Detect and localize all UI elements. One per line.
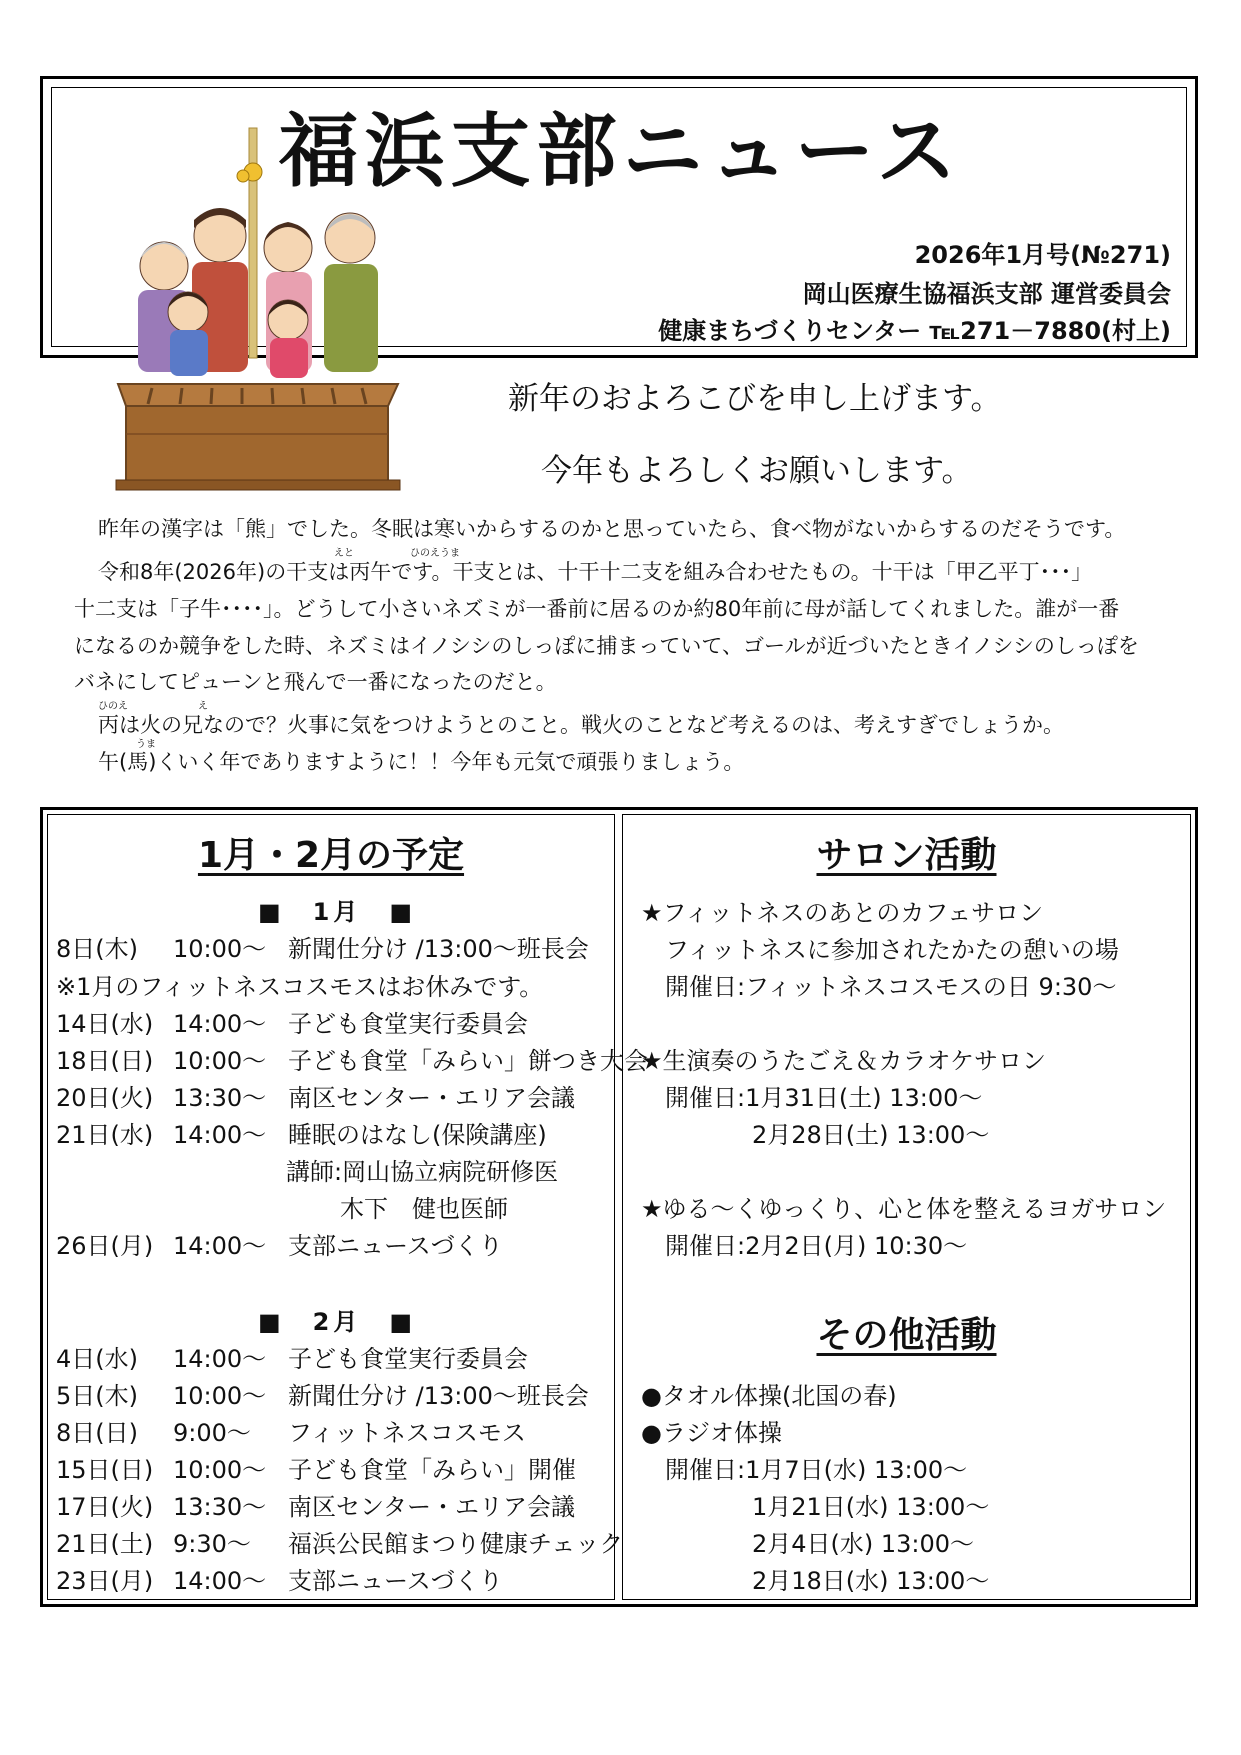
contact-info: 健康まちづくりセンター ℡271－7880(村上) [658, 317, 1171, 345]
other-activity-item: ●ラジオ体操 [641, 1419, 782, 1447]
family-shrine-illustration [112, 124, 404, 494]
ruby-uma: うま [136, 739, 156, 750]
body-text: 令和8年(2026年)の干支は丙午です。干支とは、十干十二支を組み合わせたもの。十干は「甲乙平丁･･･」 [98, 560, 1093, 584]
salon-title: サロン活動 [816, 835, 997, 876]
other-activities-title: その他活動 [816, 1315, 997, 1356]
body-text: 丙は火の兄なので？火事に気をつけようとのこと。戦火のことなど考えるのは、考えすぎでしょうか。 [98, 713, 1064, 737]
salon-item-date: 開催日:フィットネスコスモスの日 9:30～ [665, 973, 1117, 1001]
schedule-lecturer-name: 木下 健也医師 [340, 1195, 508, 1223]
other-activity-date: 1月21日(水) 13:00～ [752, 1493, 990, 1521]
body-text: 昨年の漢字は「熊」でした。冬眠は寒いからするのかと思っていたら、食べ物がないからするのだそうです。 [98, 517, 1126, 541]
schedule-item: 26日(月) 14:00～ 支部ニュースづくり [56, 1232, 503, 1260]
publisher: 岡山医療生協福浜支部 運営委員会 [802, 280, 1171, 308]
schedule-item: 17日(火) 13:30～ 南区センター・エリア会議 [56, 1493, 576, 1521]
schedule-item: 8日(木) 10:00～ 新聞仕分け /13:00～班長会 [56, 935, 589, 963]
schedule-item: 23日(月) 14:00～ 支部ニュースづくり [56, 1567, 503, 1595]
salon-item-heading: ★ゆる～くゆっくり、心と体を整えるヨガサロン [641, 1195, 1167, 1223]
schedule-item: 4日(水) 14:00～ 子ども食堂実行委員会 [56, 1345, 528, 1373]
january-heading: ■ 1月 ■ [258, 898, 417, 926]
greeting-line-2: 今年もよろしくお願いします。 [541, 453, 973, 489]
salon-item-heading: ★生演奏のうたごえ＆カラオケサロン [641, 1047, 1047, 1075]
salon-item-date: 開催日:2月2日(月) 10:30～ [665, 1232, 968, 1260]
schedule-item: 18日(日) 10:00～ 子ども食堂「みらい」餅つき大会 [56, 1047, 648, 1075]
other-activity-date: 2月4日(水) 13:00～ [752, 1530, 975, 1558]
body-text: になるのか競争をした時、ネズミはイノシシのしっぽに捕まっていて、ゴールが近づいたときイノシシのしっぽを [74, 634, 1139, 658]
schedule-item: 20日(火) 13:30～ 南区センター・エリア会議 [56, 1084, 576, 1112]
ruby-eto: えと [334, 548, 354, 559]
salon-item-date: 開催日:1月31日(土) 13:00～ [665, 1084, 983, 1112]
schedule-title: 1月・2月の予定 [197, 835, 465, 876]
ruby-hinoe: ひのえ [98, 701, 128, 712]
body-text: バネにしてピューンと飛んで一番になったのだと。 [74, 670, 557, 694]
schedule-item: 14日(水) 14:00～ 子ども食堂実行委員会 [56, 1010, 528, 1038]
issue-number: 2026年1月号(№271) [914, 241, 1171, 269]
schedule-item: 21日(水) 14:00～ 睡眠のはなし(保険講座) [56, 1121, 547, 1149]
salon-item-heading: ★フィットネスのあとのカフェサロン [641, 899, 1044, 927]
ruby-hinoeuma: ひのえうま [410, 548, 460, 559]
schedule-item: 15日(日) 10:00～ 子ども食堂「みらい」開催 [56, 1456, 576, 1484]
body-text: 午(馬)くいく年でありますように！！今年も元気で頑張りましょう。 [98, 750, 745, 774]
schedule-item: 21日(土) 9:30～ 福浜公民館まつり健康チェック [56, 1530, 624, 1558]
schedule-note: ※1月のフィットネスコスモスはお休みです。 [56, 973, 544, 1001]
other-activity-item: ●タオル体操(北国の春) [641, 1382, 897, 1410]
salon-item-detail: フィットネスに参加されたかたの憩いの場 [665, 936, 1119, 964]
body-text: 十二支は「子牛････」。どうして小さいネズミが一番前に居るのか約80年前に母が話してくれました。誰が一番 [74, 597, 1120, 621]
other-activity-date: 2月18日(水) 13:00～ [752, 1567, 990, 1595]
schedule-item: 5日(木) 10:00～ 新聞仕分け /13:00～班長会 [56, 1382, 589, 1410]
salon-item-date: 2月28日(土) 13:00～ [752, 1121, 990, 1149]
schedule-item: 8日(日) 9:00～ フィットネスコスモス [56, 1419, 526, 1447]
schedule-lecturer: 講師:岡山協立病院研修医 [286, 1158, 559, 1186]
february-heading: ■ 2月 ■ [258, 1308, 417, 1336]
greeting-line-1: 新年のおよろこびを申し上げます。 [508, 381, 1002, 417]
other-activity-date: 開催日:1月7日(水) 13:00～ [665, 1456, 968, 1484]
newsletter-title: 福浜支部ニュース [278, 105, 963, 198]
ruby-e: え [198, 701, 208, 712]
